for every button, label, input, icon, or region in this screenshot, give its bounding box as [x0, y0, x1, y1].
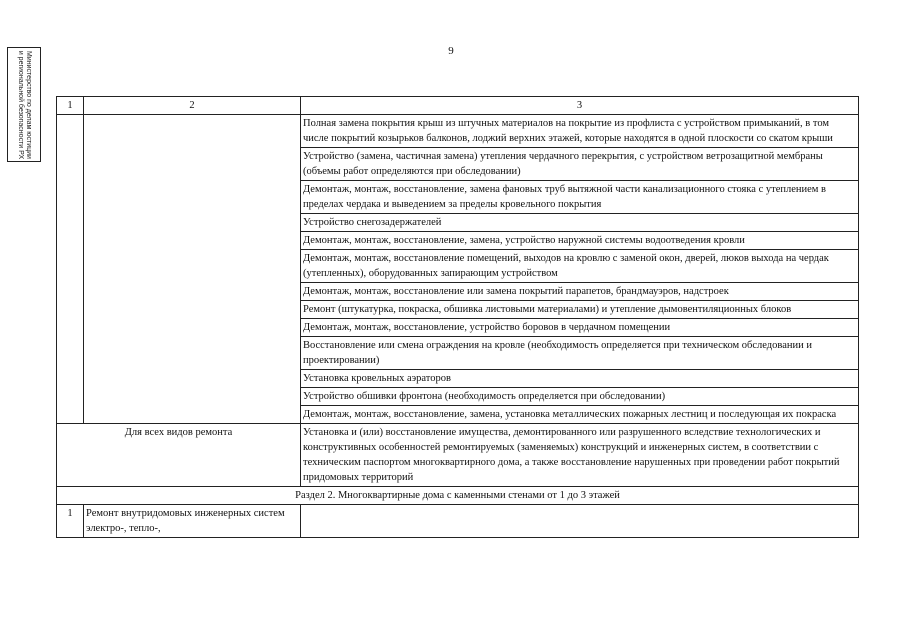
header-col-1: 1: [57, 97, 84, 115]
header-col-2: 2: [84, 97, 301, 115]
work-item: Демонтаж, монтаж, восстановление помещений, выходов на кровлю с заменой окон, дверей, люков выхода на чердак (утепленных), оборудованных запирающим устройством: [301, 250, 859, 283]
work-item: Демонтаж, монтаж, восстановление, замена, устройство наружной системы водоотведения кровли: [301, 232, 859, 250]
table-row: [57, 424, 859, 487]
work-item: Установка кровельных аэраторов: [301, 370, 859, 388]
header-row: [57, 97, 859, 115]
section-row: [57, 487, 859, 505]
row-number: 1: [57, 505, 84, 538]
work-item: Устройство снегозадержателей: [301, 214, 859, 232]
registration-stamp: [7, 47, 41, 162]
page-number: 9: [448, 45, 454, 57]
work-type-name: Ремонт внутридомовых инженерных систем электро-, тепло-,: [84, 505, 301, 538]
work-item: Демонтаж, монтаж, восстановление, замена, установка металлических пожарных лестниц и последующая их покраска: [301, 406, 859, 424]
work-item: Демонтаж, монтаж, восстановление, замена фановых труб вытяжной части канализационного стояка с утеплением в пределах чердака и выведением за пределы кровельного покрытия: [301, 181, 859, 214]
work-item: Ремонт (штукатурка, покраска, обшивка листовыми материалами) и утепление дымовентиляционных блоков: [301, 301, 859, 319]
section-title: Раздел 2. Многоквартирные дома с каменными стенами от 1 до 3 этажей: [57, 487, 859, 505]
work-item: Устройство (замена, частичная замена) утепления чердачного перекрытия, с устройством ветрозащитной мембраны (объемы работ определяются при обследовании): [301, 148, 859, 181]
work-type-cell: [84, 115, 301, 424]
work-item-empty: [301, 505, 859, 538]
work-item: Демонтаж, монтаж, восстановление или замена покрытий парапетов, брандмауэров, надстроек: [301, 283, 859, 301]
works-table: [56, 96, 859, 538]
work-item: Демонтаж, монтаж, восстановление, устройство боровов в чердачном помещении: [301, 319, 859, 337]
stamp-text: Министерство по делам юстиции и региональной безопасности РХ: [17, 50, 32, 159]
header-col-3: 3: [301, 97, 859, 115]
table-row: [57, 505, 859, 538]
all-repairs-label: Для всех видов ремонта: [57, 424, 301, 487]
table-row: [57, 115, 859, 148]
work-item: Полная замена покрытия крыш из штучных материалов на покрытие из профлиста с устройством примыканий, в том числе покрытий козырьков балконов, лоджий верхних этажей, которые находятся в одной плоскости со скатом крыши: [301, 115, 859, 148]
num-cell: [57, 115, 84, 424]
work-item: Устройство обшивки фронтона (необходимость определяется при обследовании): [301, 388, 859, 406]
work-item: Восстановление или смена ограждения на кровле (необходимость определяется при техническом обследовании и проектировании): [301, 337, 859, 370]
all-repairs-text: Установка и (или) восстановление имущества, демонтированного или разрушенного вследствие технологических и конструктивных особенностей ремонтируемых (заменяемых) конструкций и инженерных систем, в соответствии с техническим паспортом многоквартирного дома, а также восстановление нарушенных при проведении работ покрытий придомовых территорий: [301, 424, 859, 487]
